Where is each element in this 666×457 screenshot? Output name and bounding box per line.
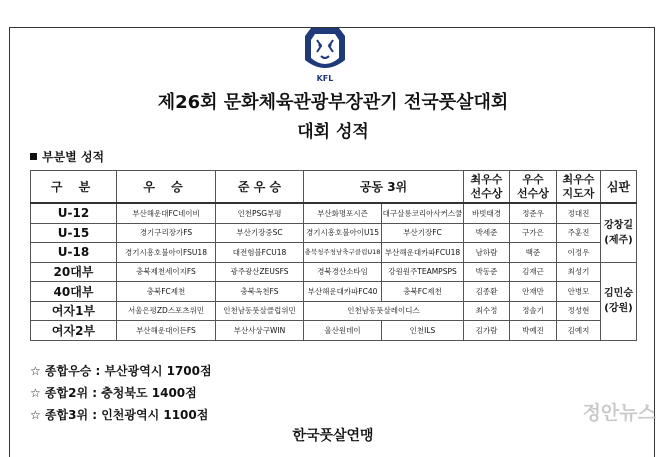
- kfl-logo-text: KFL: [316, 74, 334, 83]
- runner-up-cell: 인천남동풋살클럽위민: [216, 301, 304, 321]
- header-excellent: 우수 선수상: [510, 171, 557, 204]
- overall-third: ☆ 종합3위 : 인천광역시 1100점: [30, 408, 209, 422]
- coach-cell: 김예지: [557, 321, 601, 341]
- division-cell: 40대부: [31, 282, 117, 302]
- header-winner: 우 승: [117, 171, 216, 204]
- referee-cell: 김민승 (강원): [601, 262, 637, 340]
- division-cell: U-15: [31, 223, 117, 243]
- division-cell: U-18: [31, 243, 117, 263]
- winner-cell: 충북FC제천: [117, 282, 216, 302]
- coach-cell: 안병모: [557, 282, 601, 302]
- third-cell: 강원원주TEAMPSPS: [382, 262, 464, 282]
- header-division: 구 분: [31, 171, 117, 204]
- table-row: [31, 282, 637, 302]
- division-cell: 여자1부: [31, 301, 117, 321]
- section-label: [30, 148, 104, 165]
- coach-cell: 정성현: [557, 301, 601, 321]
- overall-second: ☆ 종합2위 : 충청북도 1400점: [30, 386, 197, 400]
- square-bullet-icon: [30, 153, 37, 160]
- third-cell: 부산화명포시즌: [304, 203, 382, 223]
- kfl-tiger-emblem-icon: [297, 26, 353, 76]
- table-row: [31, 321, 637, 341]
- runner-up-cell: 대전험블FCU18: [216, 243, 304, 263]
- third-cell: 부산해운대카파FC40: [304, 282, 382, 302]
- organizer-footer: 한국풋살연맹: [292, 428, 374, 444]
- winner-cell: 충북제천세이지FS: [117, 262, 216, 282]
- runner-up-cell: 부산사상구WIN: [216, 321, 304, 341]
- section-label-text: 부분별 성적: [42, 150, 105, 164]
- header-referee: 심판: [601, 171, 637, 204]
- runner-up-cell: 인천PSG부평: [216, 203, 304, 223]
- header-runner-up: 준 우 승: [216, 171, 304, 204]
- referee-cell: 강창길 (제주): [601, 203, 637, 262]
- mvp-cell: 최수정: [464, 301, 510, 321]
- table-row: [31, 301, 637, 321]
- excellent-cell: 정솔기: [510, 301, 557, 321]
- mvp-cell: 남하람: [464, 243, 510, 263]
- division-cell: U-12: [31, 203, 117, 223]
- page-title: 제26회 문화체육관광부장관기 전국풋살대회: [157, 92, 509, 113]
- coach-cell: 이정우: [557, 243, 601, 263]
- runner-up-cell: 부산기장중SC: [216, 223, 304, 243]
- excellent-cell: 구가은: [510, 223, 557, 243]
- table-row: [31, 203, 637, 223]
- excellent-cell: 백준: [510, 243, 557, 263]
- mvp-cell: 김가람: [464, 321, 510, 341]
- third-cell: 충북청주청남축구클럽U18: [304, 243, 382, 263]
- coach-cell: 주훈진: [557, 223, 601, 243]
- header-coach: 최우수 지도자: [557, 171, 601, 204]
- news-watermark: 정안뉴스: [582, 402, 656, 424]
- third-cell: 대구살롱코리아사커스쿨: [382, 203, 464, 223]
- winner-cell: 서울은평ZD스포츠위민: [117, 301, 216, 321]
- mvp-cell: 김종환: [464, 282, 510, 302]
- winner-cell: 부산해운대이든FS: [117, 321, 216, 341]
- coach-cell: 최성기: [557, 262, 601, 282]
- runner-up-cell: 광주광산ZEUSFS: [216, 262, 304, 282]
- third-cell: 부산기장FC: [382, 223, 464, 243]
- results-table: [30, 170, 637, 341]
- mvp-cell: 바빗태경: [464, 203, 510, 223]
- third-cell: 충북FC제천: [382, 282, 464, 302]
- division-cell: 20대부: [31, 262, 117, 282]
- mvp-cell: 박동준: [464, 262, 510, 282]
- table-row: [31, 243, 637, 263]
- page-subtitle: 대회 성적: [297, 122, 369, 142]
- third-cell: 부산해운대카파FCU18: [382, 243, 464, 263]
- runner-up-cell: 충북옥천FS: [216, 282, 304, 302]
- mvp-cell: 박세준: [464, 223, 510, 243]
- header-joint-third: 공동 3위: [304, 171, 464, 204]
- table-row: [31, 262, 637, 282]
- excellent-cell: 박예진: [510, 321, 557, 341]
- coach-cell: 정대진: [557, 203, 601, 223]
- third-cell: 경북경산소타임: [304, 262, 382, 282]
- division-cell: 여자2부: [31, 321, 117, 341]
- third-cell: 인천ILS: [382, 321, 464, 341]
- table-row: [31, 223, 637, 243]
- overall-first: ☆ 종합우승 : 부산광역시 1700점: [30, 364, 212, 378]
- winner-cell: 경기구리장가FS: [117, 223, 216, 243]
- winner-cell: 경기시흥호불아이FSU18: [117, 243, 216, 263]
- table-header-row: [31, 171, 637, 204]
- excellent-cell: 정준우: [510, 203, 557, 223]
- excellent-cell: 김재근: [510, 262, 557, 282]
- header-mvp: 최우수 선수상: [464, 171, 510, 204]
- excellent-cell: 안재만: [510, 282, 557, 302]
- third-cell: 경기시흥호불아이U15: [304, 223, 382, 243]
- third-cell: 울산원데이: [304, 321, 382, 341]
- third-cell: 인천남동풋살레이디스: [304, 301, 464, 321]
- winner-cell: 부산해운대FC네이비: [117, 203, 216, 223]
